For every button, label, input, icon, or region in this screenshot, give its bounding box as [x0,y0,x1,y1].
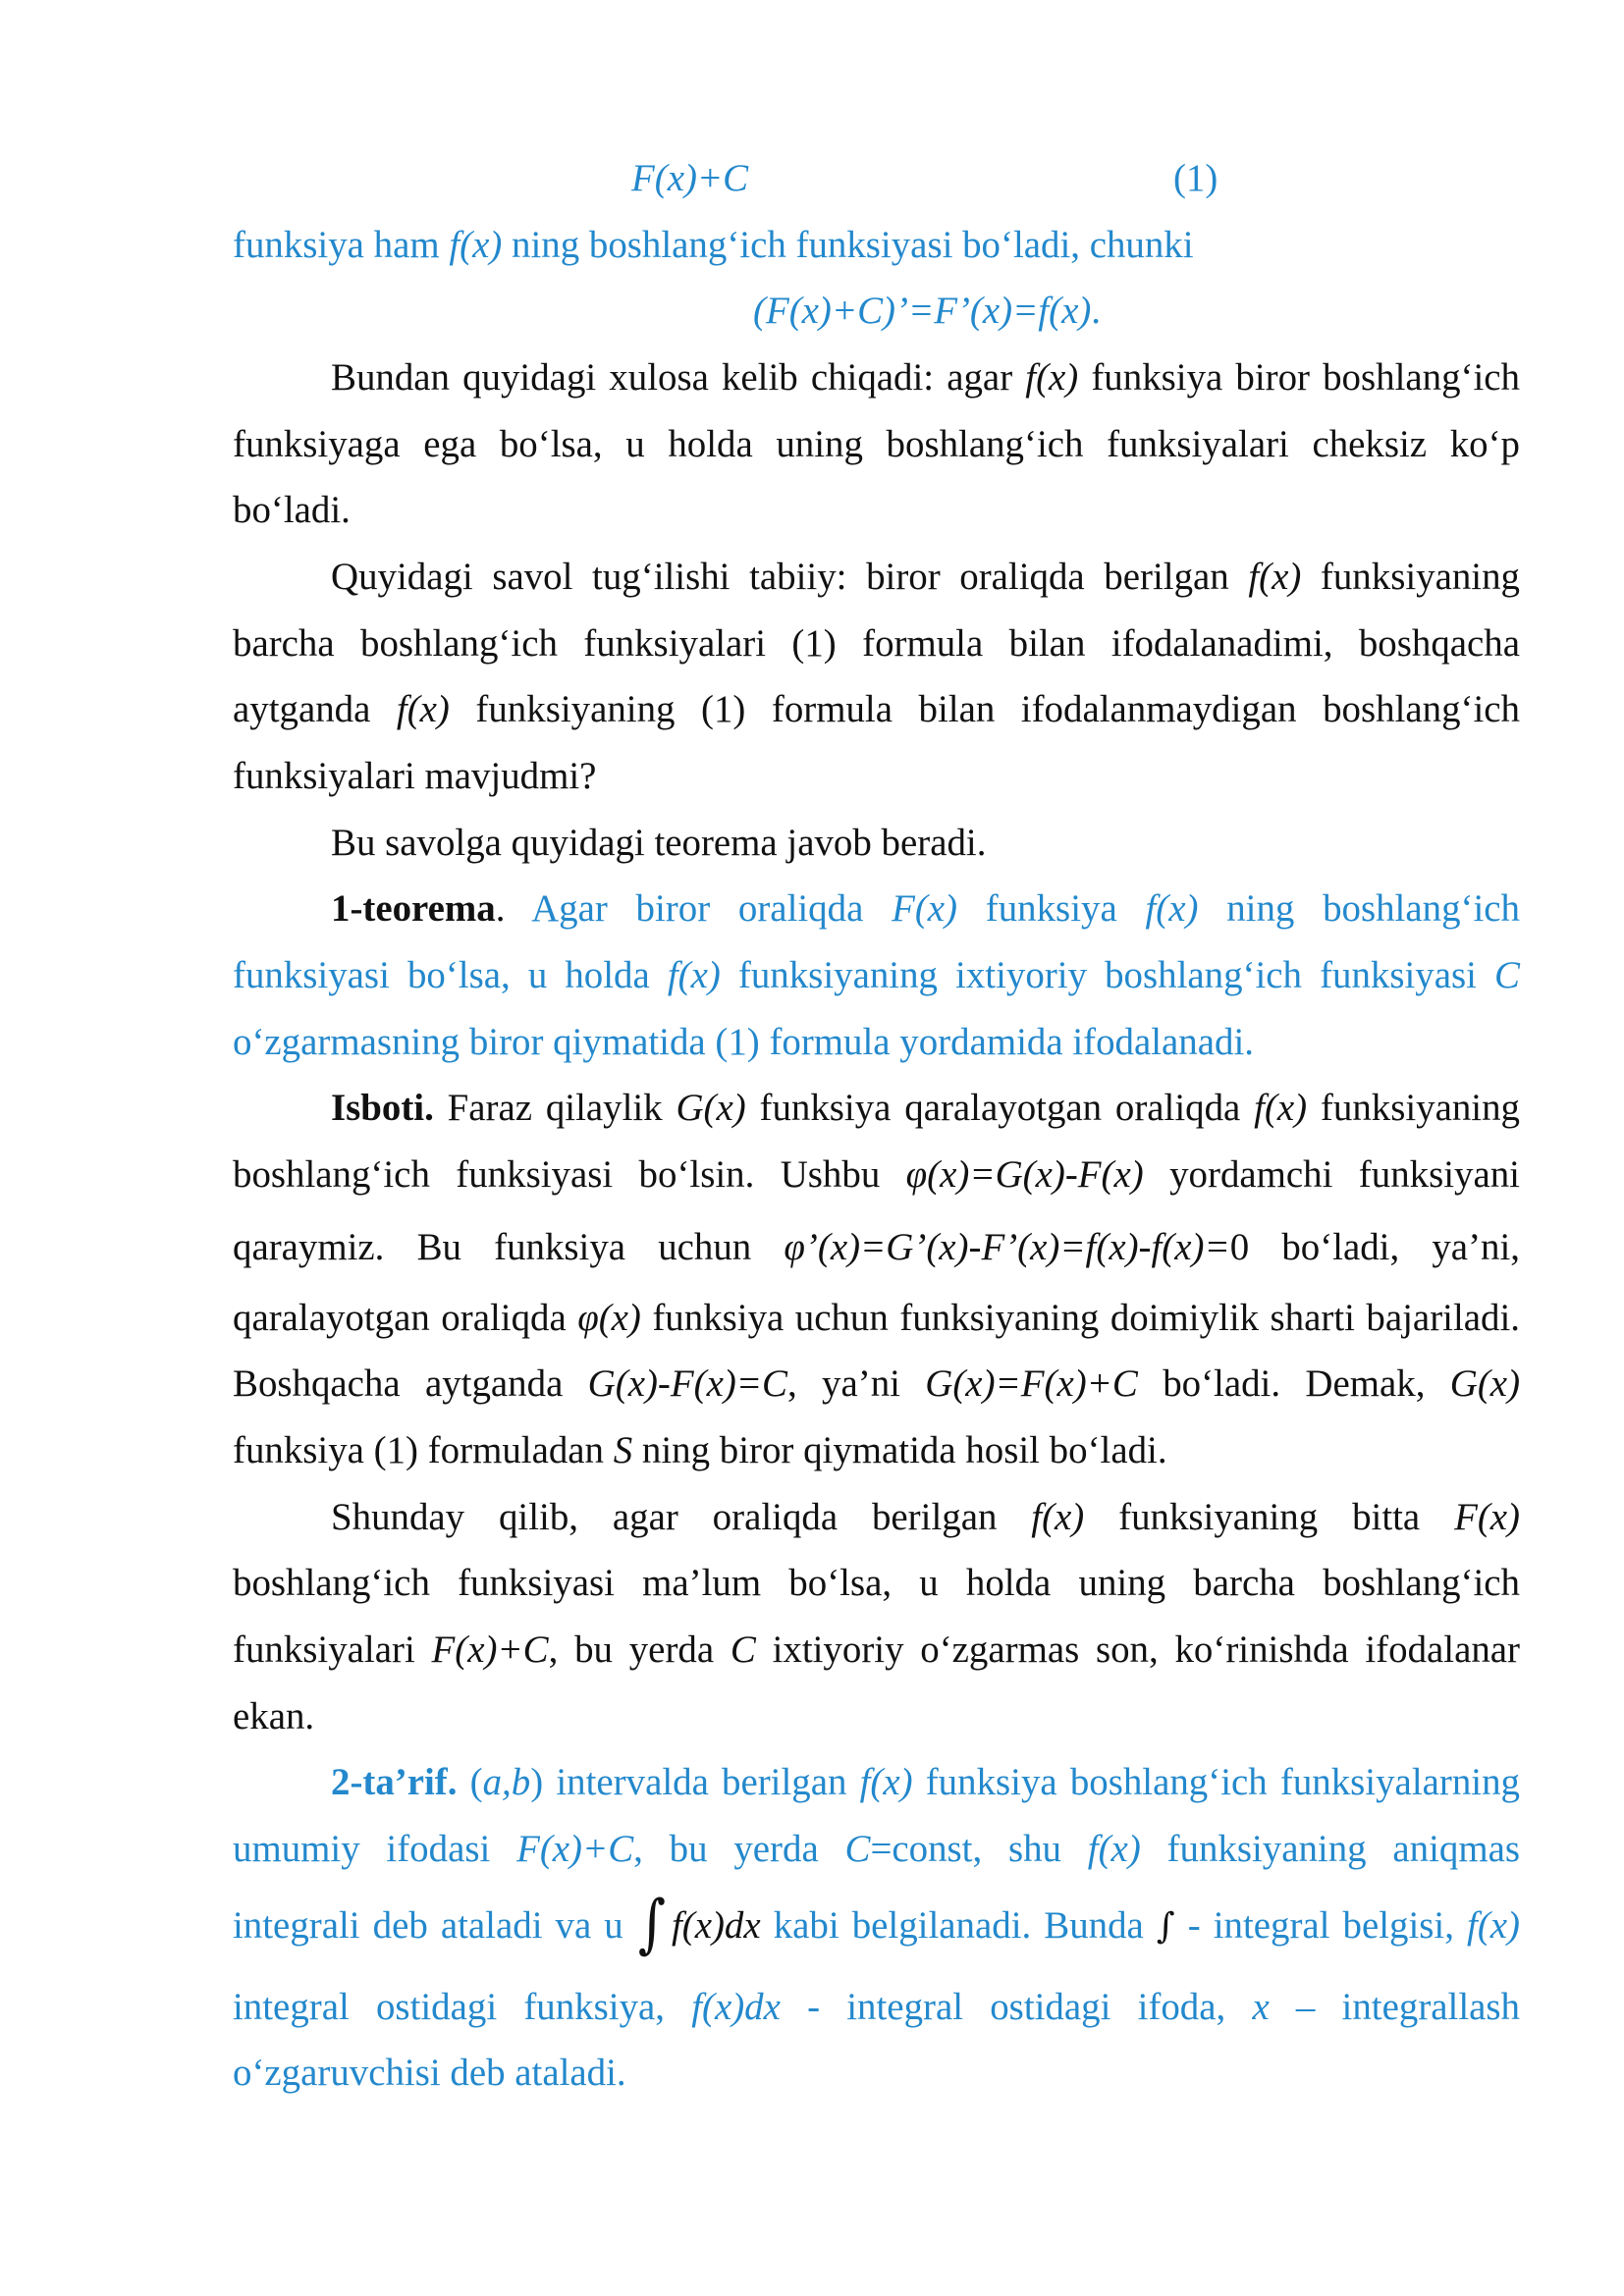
text-run: Boshqacha aytganda [233,1362,588,1406]
math-inline: G(x)=F(x)+C [925,1362,1138,1406]
text-line [233,810,1520,877]
text-run: funksiyaning [1307,1087,1520,1130]
text-run: Bundan quyidagi xulosa kelib chiqadi: agar [331,355,1026,399]
text-run: funksiyalari mavjudmi? [233,754,597,797]
text-run: ning boshlang‘ich funksiyasi bo‘ladi, chunki [502,223,1194,266]
math-inline: G(x) [676,1087,746,1130]
text-line [233,411,1520,478]
text-run: qaralayotgan oraliqda [233,1296,578,1339]
text-line [233,1075,1520,1142]
text-run: integrali deb ataladi va u [233,1904,636,1948]
text-run: funksiyaning aniqmas [1140,1827,1521,1870]
text-line [233,2040,1520,2107]
math-inline: f(x) [1145,887,1199,931]
math-inline: f(x) [859,1761,913,1804]
formula-expression: (F(x)+C)’=F’(x)=f(x) [753,290,1092,333]
text-run: funksiyaning ixtiyoriy boshlang‘ich funksiyasi [720,953,1495,996]
text-run: funksiya ham [233,223,450,266]
text-line [233,212,1520,279]
math-inline: x [1252,1985,1270,2028]
formula-punctuation: . [1091,290,1102,333]
text-run: ekan. [233,1694,315,1737]
math-inline: F(x) [1454,1495,1520,1538]
text-run: , bu yerda [633,1827,845,1870]
paragraph-answer-intro [233,810,1520,877]
paragraph-definition [233,1749,1520,2107]
math-inline: G(x)-F(x)=C [587,1362,787,1406]
text-run: funksiya [957,887,1146,931]
text-run: funksiyaning bitta [1084,1495,1455,1538]
text-run: - integral belgisi, [1174,1904,1468,1948]
math-inline: f(x)dx [691,1985,781,2028]
math-inline: f(x) [1248,555,1302,598]
paragraph-proof [233,1075,1520,1483]
math-inline: f(x) [1254,1087,1308,1130]
text-run: Quyidagi savol tug‘ilishi tabiiy: biror oraliqda berilgan [331,555,1249,598]
text-run: funksiya uchun funksiyaning doimiylik sharti bajariladi. [640,1296,1520,1339]
math-inline: f(x) [1031,1495,1085,1538]
math-inline: G(x) [1449,1362,1521,1406]
theorem-label: 1-teorema [331,887,496,931]
text-run: funksiyaga ega bo‘lsa, u holda uning boshlang‘ich funksiyalari cheksiz ko‘p [233,422,1520,465]
text-line [233,1142,1520,1208]
math-inline: F(x)+C [516,1827,634,1870]
text-run: ( [457,1761,483,1804]
text-line: integrali deb ataladi va u ∫ f(x)dx kabi belgilanadi. Bunda ∫ - integral belgisi, f(x) [233,1886,1520,1961]
formula-line [233,278,1520,345]
text-line [233,345,1520,411]
text-run: funksiyalari [233,1628,432,1671]
text-run: ixtiyoriy o‘zgarmas son, ko‘rinishda ifodalanar [755,1628,1520,1671]
text-line [233,876,1520,942]
text-run: umumiy ifodasi [233,1827,517,1870]
text-line [233,477,1520,544]
integrand: f(x)dx [671,1904,761,1948]
text-line [233,1285,1520,1352]
text-run: funksiya qaralayotgan oraliqda [745,1087,1255,1130]
definition-label: 2-ta’rif. [331,1761,458,1804]
text-line [233,743,1520,810]
formula-line [233,145,1520,212]
paragraph-conclusion [233,345,1520,544]
text-line [233,1214,1520,1281]
text-line [233,1816,1520,1883]
text-run: =const, shu [870,1827,1088,1870]
text-line [233,1749,1520,1816]
text-line [233,1683,1520,1750]
math-inline: φ’(x)=G’(x)-F’(x)=f(x)-f(x)= [784,1225,1230,1268]
text-line [233,1417,1520,1484]
math-inline: f(x) [449,223,503,266]
math-inline: f(x) [396,688,450,731]
proof-label: Isboti. [331,1087,434,1130]
text-line [233,1009,1520,1076]
text-run: – integrallash [1269,1985,1520,2028]
text-run: bo‘ladi. Demak, [1137,1362,1450,1406]
text-run: o‘zgaruvchisi deb ataladi. [233,2052,626,2095]
formula-group [753,278,1101,345]
text-run: funksiya (1) formuladan [233,1428,614,1471]
math-inline: f(x) [667,953,721,996]
text-run: aytganda [233,688,397,731]
text-line [233,942,1520,1009]
math-inline: a,b [482,1761,531,1804]
text-run: Agar biror oraliqda [505,887,893,931]
text-run: funksiyasi bo‘lsa, u holda [233,953,668,996]
text-run: bo‘ladi. [233,489,351,532]
math-inline: f(x) [1467,1904,1520,1948]
math-inline: f(x) [1025,355,1079,399]
math-inline: C [730,1628,756,1671]
math-inline: φ(x)=G(x)-F(x) [905,1152,1144,1196]
formula-expression: F(x)+C [631,157,749,199]
text-run: - integral ostidagi ifoda, [780,1985,1253,2028]
text-run: Bu savolga quyidagi teorema javob beradi. [331,821,987,864]
paragraph-summary [233,1484,1520,1750]
text-line [233,1351,1520,1417]
text-run: funksiya boshlang‘ich funksiyalarning [912,1761,1520,1804]
math-inline: φ(x) [577,1296,641,1339]
text-line [233,544,1520,611]
text-run: . [495,887,506,931]
text-run: ning biror qiymatida hosil bo‘ladi. [632,1428,1167,1471]
equation-number: (1) [1173,157,1218,199]
paragraph-question [233,544,1520,810]
text-run: integral ostidagi funksiya, [233,1985,692,2028]
text-run: , ya’ni [786,1362,926,1406]
text-run: , bu yerda [548,1628,731,1671]
text-run: o‘zgarmasning biror qiymatida (1) formula yordamida ifodalanadi. [233,1020,1254,1063]
text-run: funksiyaning [1301,555,1520,598]
text-run: bo‘ladi, ya’ni, [1249,1225,1520,1268]
math-inline: 0 [1229,1225,1250,1268]
math-inline: C [844,1827,871,1870]
text-line [233,1484,1520,1551]
text-run: barcha boshlang‘ich funksiyalari (1) formula bilan ifodalanadimi, boshqacha [233,621,1520,665]
math-inline: F(x) [892,887,958,931]
text-line [233,611,1520,677]
text-run: Faraz qilaylik [433,1087,677,1130]
text-column [233,145,1520,2107]
text-run: qaraymiz. Bu funksiya uchun [233,1225,785,1268]
text-run: boshlang‘ich funksiyasi ma’lum bo‘lsa, u holda uning barcha boshlang‘ich [233,1562,1520,1605]
text-run: yordamchi funksiyani [1143,1152,1520,1196]
text-line [233,1617,1520,1683]
text-run: funksiyaning (1) formula bilan ifodalanmaydigan boshlang‘ich [449,688,1520,731]
math-inline: F(x)+C [431,1628,549,1671]
text-run: boshlang‘ich funksiyasi bo‘lsin. Ushbu [233,1152,906,1196]
text-run: kabi belgilanadi. Bunda [760,1904,1157,1948]
paragraph-theorem [233,876,1520,1075]
text-run: ning boshlang‘ich [1198,887,1520,931]
math-inline: C [1494,953,1520,996]
text-line [233,676,1520,743]
math-inline: f(x) [1087,1827,1141,1870]
text-line [233,1974,1520,2041]
math-inline: S [613,1428,633,1471]
text-run: ) intervalda berilgan [530,1761,860,1804]
text-line [233,1550,1520,1617]
integral-sign: ∫ [1156,1906,1175,1948]
text-run: funksiya biror boshlang‘ich [1078,355,1520,399]
text-run: Shunday qilib, agar oraliqda berilgan [331,1495,1032,1538]
